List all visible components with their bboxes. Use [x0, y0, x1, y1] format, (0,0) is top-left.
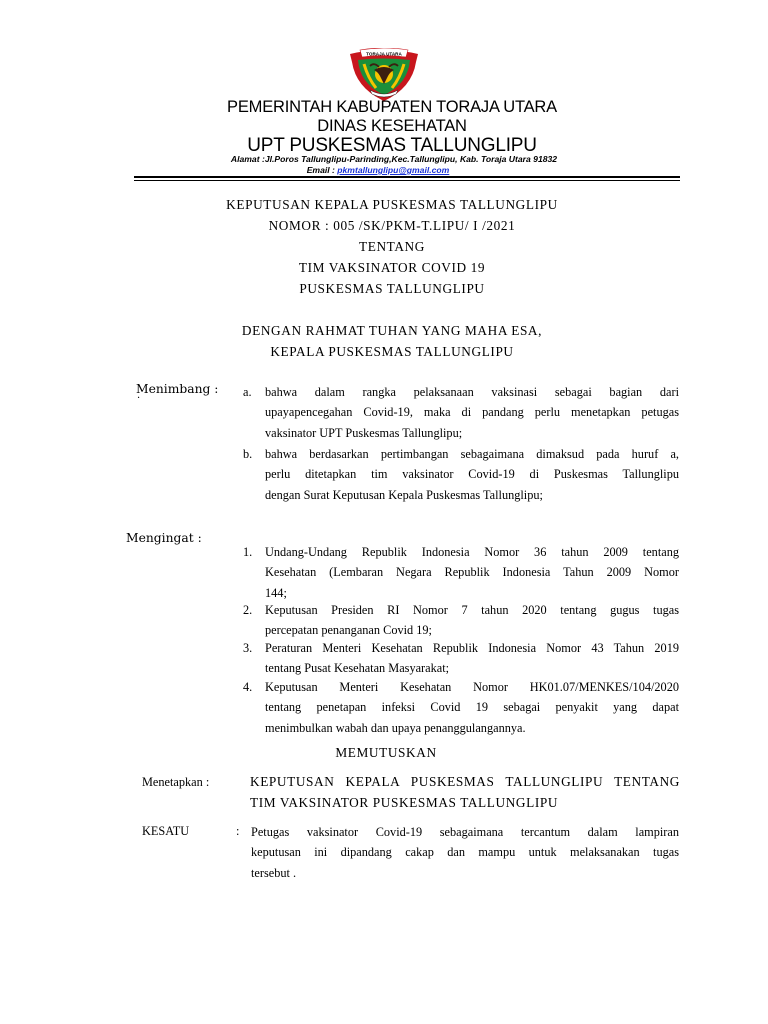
kesatu-content: Petugas vaksinator Covid-19 sebagaimana tercantum dalam lampiran keputusan ini dipandang cakap dan mampu untuk melaksanakan tugas tersebut . — [251, 825, 679, 880]
kesatu-label: KESATU — [142, 824, 190, 838]
menimbang-item-b: bahwa berdasarkan pertimbangan sebagaimana dimaksud pada huruf a, perlu ditetapkan tim vaksinator Covid-19 di Puskesmas Tallunglipu dengan Surat Keputusan Kepala Puskesmas Tallunglipu; — [265, 447, 679, 502]
mengingat-marker-4: 4. — [243, 680, 253, 694]
decree-subject: TIM VAKSINATOR COVID 19 — [298, 260, 486, 275]
letterhead-department: DINAS KESEHATAN — [317, 117, 467, 135]
letterhead-rule-thin — [134, 180, 680, 181]
menimbang-item-a: bahwa dalam rangka pelaksanaan vaksinasi sebagai bagian dari upayapencegahan Covid-19, maka di pandang perlu menetapkan petugas vaksinator UPT Puskesmas Tallunglipu; — [265, 385, 679, 440]
letterhead-government: PEMERINTAH KABUPATEN TORAJA UTARA — [227, 98, 557, 116]
letterhead-email-line — [0, 165, 762, 175]
menimbang-marker-b: b. — [243, 447, 253, 461]
decree-about: TENTANG — [359, 239, 425, 254]
kesatu-colon: : — [236, 824, 240, 838]
mengingat-label: Mengingat : — [126, 531, 202, 545]
regency-emblem-logo — [346, 48, 422, 102]
mengingat-item-4: Keputusan Menteri Kesehatan Nomor HK01.07/MENKES/104/2020 tentang penetapan infeksi Covid 19 sebagai penyakit yang dapat menimbulkan wabah dan upaya penanggulangannya. — [265, 680, 679, 735]
menetapkan-content: KEPUTUSAN KEPALA PUSKESMAS TALLUNGLIPU TENTANG TIM VAKSINATOR PUSKESMAS TALLUNGLIPU — [250, 774, 680, 810]
decree-title: KEPUTUSAN KEPALA PUSKESMAS TALLUNGLIPU — [226, 197, 558, 212]
mengingat-item-2: Keputusan Presiden RI Nomor 7 tahun 2020 tentang gugus tugas percepatan penanganan Covid 19; — [265, 603, 679, 638]
mengingat-item-3: Peraturan Menteri Kesehatan Republik Indonesia Nomor 43 Tahun 2019 tentang Pusat Kesehatan Masyarakat; — [265, 641, 679, 676]
invocation-line: DENGAN RAHMAT TUHAN YANG MAHA ESA, — [241, 323, 543, 338]
email-label: Email : — [306, 165, 338, 175]
letterhead-address: Alamat :Jl.Poros Tallunglipu-Parinding,Kec.Tallunglipu, Kab. Toraja Utara 91832 — [230, 154, 558, 164]
menimbang-label: Menimbang : — [136, 382, 219, 396]
issuer-line: KEPALA PUSKESMAS TALLUNGLIPU — [270, 344, 514, 359]
mengingat-item-1: Undang-Undang Republik Indonesia Nomor 36 tahun 2009 tentang Kesehatan (Lembaran Negara Republik Indonesia Tahun 2009 Nomor 144; — [265, 545, 679, 600]
mengingat-marker-3: 3. — [243, 641, 253, 655]
letterhead-institution: UPT PUSKESMAS TALLUNGLIPU — [247, 135, 537, 156]
memutuskan-heading: MEMUTUSKAN — [335, 745, 437, 760]
letterhead-rule-thick — [134, 176, 680, 178]
mengingat-marker-1: 1. — [243, 545, 253, 559]
email-link[interactable]: pkmtallunglipu@gmail.com — [337, 165, 450, 175]
menimbang-marker-a: a. — [243, 385, 252, 399]
decree-subject-place: PUSKESMAS TALLUNGLIPU — [299, 281, 485, 296]
menimbang-label-dot: · — [137, 393, 141, 404]
menetapkan-label: Menetapkan : — [142, 775, 210, 789]
decree-number: NOMOR : 005 /SK/PKM-T.LIPU/ I /2021 — [268, 218, 516, 233]
mengingat-marker-2: 2. — [243, 603, 253, 617]
logo-banner-text: TORAJA UTARA — [366, 51, 402, 57]
